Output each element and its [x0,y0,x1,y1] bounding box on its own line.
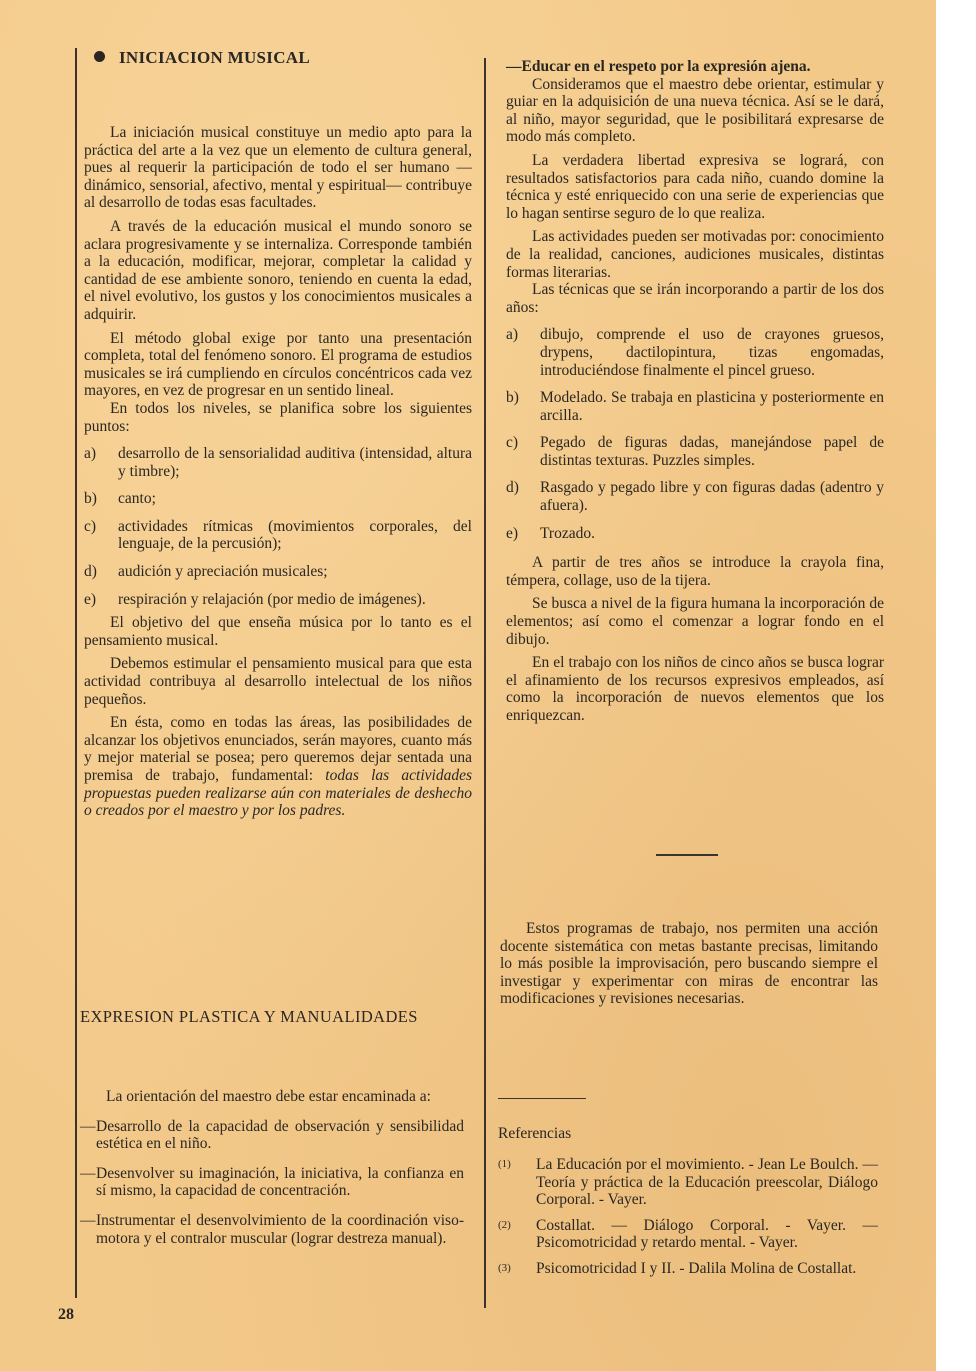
list-item: d) Rasgado y pegado libre y con figuras dadas (adentro y afuera). [506,479,884,515]
paragraph: Debemos estimular el pensamiento musical para que esta actividad contribuya al desarrollo intelectual de los niños pequeños. [84,655,472,708]
left-column-top [84,124,472,820]
reference-item: (3) Psicomotricidad I y II. - Dalila Molina de Costallat. [498,1259,857,1277]
list-item: e) Trozado. [506,524,595,542]
left-column-bottom [80,1088,464,1247]
dash-item: — Desenvolver su imaginación, la iniciativa, la confianza en sí mismo, la capacidad de concentración. [80,1164,464,1200]
paragraph: La orientación del maestro debe estar encaminada a: [106,1088,431,1105]
paragraph: La iniciación musical constituye un medio apto para la práctica del arte a la vez que un elemento de cultura general, pues al requerir la participación de todo el ser humano —dinámico, sensorial, afectivo, mental y espiritual— contribuye al desarrollo de todas esas facultades. [84,124,472,212]
paragraph: Consideramos que el maestro debe orientar, estimular y guiar en la adquisición de una nueva técnica. Así se le dará, al niño, mayor seguridad, que le posibilitará expresarse de modo más completo. [506,75,884,146]
paragraph: A partir de tres años se introduce la crayola fina, témpera, collage, uso de la tijera. [506,554,884,589]
paragraph: En el trabajo con los niños de cinco años se busca lograr el afinamiento de los recursos expresivos empleados, así como la incorporación de nuevos elementos que los enriquezcan. [506,654,884,724]
paragraph: Se busca a nivel de la figura humana la incorporación de elementos; así como el comenzar a lograr fondo en el dibujo. [506,595,884,648]
list-item: a) dibujo, comprende el uso de crayones gruesos, drypens, dactilopintura, tizas engomadas, introduciéndose finalmente el pincel grueso. [506,326,884,379]
paragraph: Las actividades pueden ser motivadas por: conocimiento de la realidad, canciones, audiciones musicales, distintas formas literarias. [506,228,884,281]
paragraph: En todos los niveles, se planifica sobre los siguientes puntos: [84,399,472,435]
list-item: c) actividades rítmicas (movimientos corporales, del lenguaje, de la percusión); [84,517,472,553]
paragraph: La verdadera libertad expresiva se logrará, con resultados satisfactorios para cada niño, cuando domine la técnica y esté enriquecido con una serie de experiencias que lo hagan sentirse seguro de lo que realiza. [506,151,884,222]
dash-item: — Instrumentar el desenvolvimiento de la coordinación viso-motora y el contralor muscular (lograr destreza manual). [80,1211,464,1247]
list-item: b) canto; [84,490,156,508]
list-item: c) Pegado de figuras dadas, manejándose papel de distintas texturas. Puzzles simples. [506,434,884,469]
right-column-closing [500,920,878,1008]
left-column-rule [75,48,77,1298]
paragraph: A través de la educación musical el mundo sonoro se aclara progresivamente y se internaliza. Corresponde también a la educación, modificar, mejorar, completar la calidad y cantidad de ese ambiente sonoro, teniendo en cuenta la edad, el nivel evolutivo, los gustos y los conocimientos musicales a adquirir. [84,217,472,323]
paragraph: En ésta, como en todas las áreas, las posibilidades de alcanzar los objetivos enunciados, serán mayores, cuanto más y mejor material se posea; pero queremos dejar sentada una premisa de trabajo, fundamental: todas las actividades propuestas pueden realizarse aún con materiales de deshecho o creados por el maestro y por los padres. [84,714,472,820]
list-item: a) desarrollo de la sensorialidad auditiva (intensidad, altura y timbre); [84,445,472,480]
section-heading-musical: INICIACION MUSICAL [94,48,310,68]
references-title: Referencias [498,1125,572,1142]
paragraph: Estos programas de trabajo, nos permiten una acción docente sistemática con metas bastante precisas, limitando lo más posible la improvisación, pero buscando siempre el investigar y experimentar con miras de encontrar las modificaciones y revisiones necesarias. [500,920,878,1008]
references-list [498,1156,878,1286]
divider [656,854,718,856]
reference-item: (1) La Educación por el movimiento. - Jean Le Boulch. — Teoría y práctica de la Educación preescolar, Diálogo Corporal. - Vayer. [498,1156,878,1209]
right-column-top [506,58,884,725]
paragraph: Las técnicas que se irán incorporando a partir de los dos años: [506,281,884,316]
list-item: b) Modelado. Se trabaja en plasticina y posteriormente en arcilla. [506,389,884,424]
page-number: 28 [58,1306,74,1323]
bullet-icon [94,51,105,62]
paragraph: El método global exige por tanto una presentación completa, total del fenómeno sonoro. El programa de estudios musicales se irá cumpliendo en círculos concéntricos cada vez mayores, en vez de progresar en un sentido lineal. [84,329,472,400]
reference-item: (2) Costallat. — Diálogo Corporal. - Vayer. — Psicomotricidad y retardo mental. - Vayer. [498,1216,878,1252]
references-divider [498,1098,586,1099]
section-heading-plastic: EXPRESION PLASTICA Y MANUALIDADES [80,1007,418,1026]
list-item: e) respiración y relajación (por medio de imágenes). [84,590,426,608]
center-column-rule [484,58,486,1308]
list-item: d) audición y apreciación musicales; [84,563,328,581]
dash-item: — Desarrollo de la capacidad de observación y sensibilidad estética en el niño. [80,1117,464,1153]
paragraph: —Educar en el respeto por la expresión ajena. [506,58,811,75]
paragraph: El objetivo del que enseña música por lo tanto es el pensamiento musical. [84,614,472,649]
